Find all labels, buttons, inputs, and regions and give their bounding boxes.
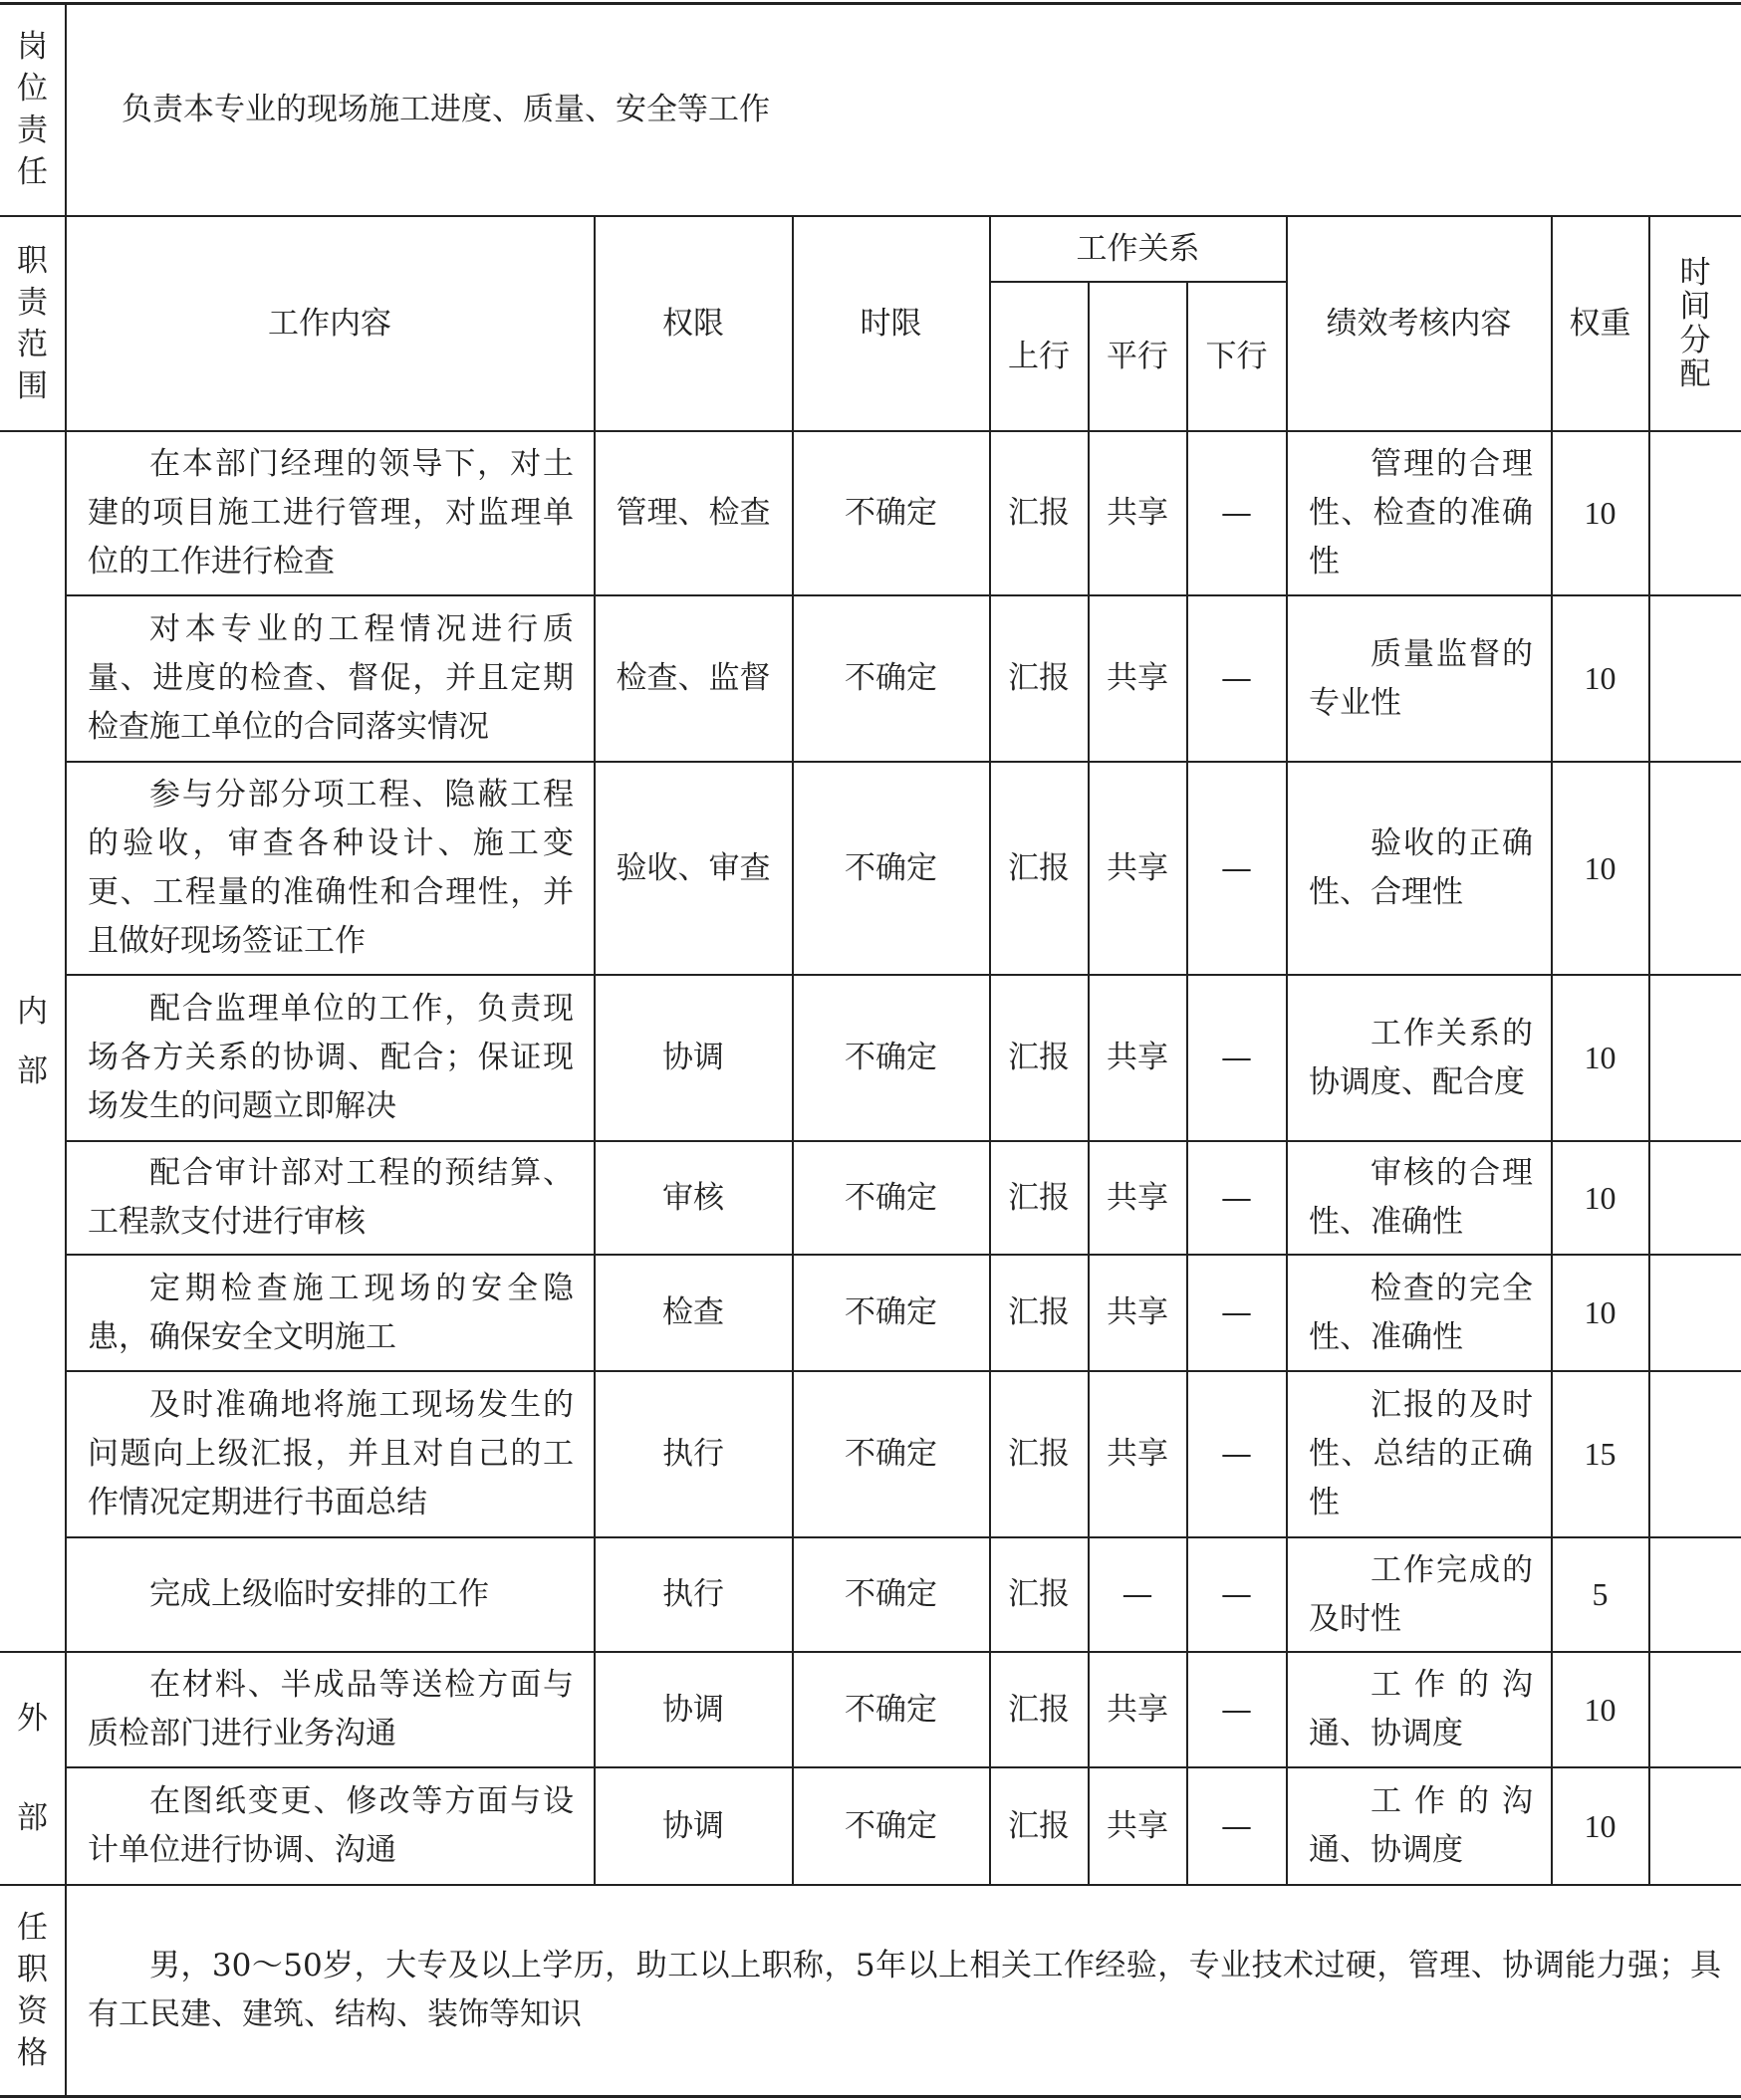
cell-authority: 协调: [662, 1691, 724, 1728]
cell-authority: 检查: [662, 1294, 724, 1330]
header-work-content: 工作内容: [268, 305, 391, 342]
cell-upward: 汇报: [1008, 1294, 1070, 1330]
cell-weight: 5: [1592, 1576, 1609, 1612]
cell-time-limit: 不确定: [845, 1436, 937, 1472]
cell-kpi: 工作关系的协调度、配合度: [1309, 1015, 1533, 1100]
cell-time-limit: 不确定: [845, 1576, 937, 1612]
cell-upward: 汇报: [1008, 1040, 1070, 1075]
cell-weight: 15: [1584, 1436, 1617, 1472]
cell-kpi: 质量监督的专业性: [1309, 635, 1533, 721]
header-kpi: 绩效考核内容: [1326, 305, 1512, 342]
cell-downward: —: [1221, 1576, 1252, 1612]
cell-parallel: 共享: [1107, 660, 1168, 696]
cell-parallel: 共享: [1107, 1179, 1168, 1216]
cell-parallel: —: [1121, 1576, 1153, 1612]
cell-upward: 汇报: [1008, 660, 1070, 696]
cell-work-content: 在材料、半成品等送检方面与质检部门进行业务沟通: [88, 1667, 574, 1751]
cell-downward: —: [1221, 1436, 1252, 1472]
cell-weight: 10: [1584, 660, 1617, 696]
header-authority: 权限: [662, 305, 724, 342]
cell-weight: 10: [1584, 1179, 1617, 1216]
cell-kpi: 汇报的及时性、总结的正确性: [1309, 1387, 1533, 1520]
cell-upward: 汇报: [1008, 1576, 1070, 1612]
cell-parallel: 共享: [1107, 1040, 1168, 1075]
cell-authority: 管理、检查: [616, 495, 771, 531]
cell-time-limit: 不确定: [845, 1807, 937, 1844]
cell-downward: —: [1221, 1294, 1252, 1330]
cell-authority: 协调: [662, 1807, 724, 1844]
cell-upward: 汇报: [1008, 1179, 1070, 1216]
cell-work-content: 定期检查施工现场的安全隐患，确保安全文明施工: [88, 1270, 574, 1355]
cell-authority: 协调: [662, 1040, 724, 1075]
cell-upward: 汇报: [1008, 1436, 1070, 1472]
cell-time-limit: 不确定: [845, 495, 937, 531]
cell-parallel: 共享: [1107, 1294, 1168, 1330]
header-weight: 权重: [1569, 305, 1631, 342]
duty-label: 岗 位 责 任: [17, 29, 48, 190]
header-upward: 上行: [1008, 338, 1070, 374]
cell-downward: —: [1221, 849, 1252, 886]
cell-kpi: 审核的合理性、准确性: [1309, 1155, 1533, 1240]
cell-time-limit: 不确定: [845, 1179, 937, 1216]
cell-authority: 检查、监督: [616, 660, 771, 696]
cell-work-content: 配合监理单位的工作，负责现场各方关系的协调、配合；保证现场发生的问题立即解决: [88, 991, 574, 1124]
cell-authority: 执行: [662, 1576, 724, 1612]
cell-parallel: 共享: [1107, 849, 1168, 886]
cell-kpi: 工作完成的及时性: [1309, 1551, 1533, 1637]
cell-kpi: 检查的完全性、准确性: [1309, 1270, 1533, 1355]
duty-text: 负责本专业的现场施工进度、质量、安全等工作: [122, 92, 770, 127]
header-parallel: 平行: [1107, 338, 1168, 374]
cell-weight: 10: [1584, 495, 1617, 531]
qualification-label: 任 职 资 格: [17, 1910, 48, 2071]
cell-time-limit: 不确定: [845, 660, 937, 696]
cell-upward: 汇报: [1008, 495, 1070, 531]
cell-time-limit: 不确定: [845, 1294, 937, 1330]
cell-time-limit: 不确定: [845, 1040, 937, 1075]
column-divider: [1648, 215, 1650, 1886]
cell-kpi: 工作的沟通、协调度: [1309, 1783, 1533, 1868]
cell-parallel: 共享: [1107, 1436, 1168, 1472]
cell-authority: 执行: [662, 1436, 724, 1472]
scope-label: 职 责 范 围: [17, 243, 48, 404]
cell-time-limit: 不确定: [845, 849, 937, 886]
cell-weight: 10: [1584, 1807, 1617, 1844]
cell-work-content: 配合审计部对工程的预结算、工程款支付进行审核: [88, 1155, 574, 1240]
cell-authority: 验收、审查: [616, 849, 771, 886]
cell-upward: 汇报: [1008, 1807, 1070, 1844]
cell-downward: —: [1221, 1691, 1252, 1728]
cell-weight: 10: [1584, 849, 1617, 886]
cell-downward: —: [1221, 660, 1252, 696]
cell-downward: —: [1221, 495, 1252, 531]
header-relations: 工作关系: [1076, 230, 1200, 267]
cell-downward: —: [1221, 1040, 1252, 1075]
cell-parallel: 共享: [1107, 495, 1168, 531]
cell-weight: 10: [1584, 1040, 1617, 1075]
header-time-limit: 时限: [860, 305, 922, 342]
cell-work-content: 参与分部分项工程、隐蔽工程的验收，审查各种设计、施工变更、工程量的准确性和合理性，并且做好现场签证工作: [88, 777, 574, 959]
cell-upward: 汇报: [1008, 1691, 1070, 1728]
cell-authority: 审核: [662, 1179, 724, 1216]
cell-work-content: 完成上级临时安排的工作: [149, 1576, 489, 1612]
cell-kpi: 工作的沟通、协调度: [1309, 1667, 1533, 1751]
cell-upward: 汇报: [1008, 849, 1070, 886]
cell-time-limit: 不确定: [845, 1691, 937, 1728]
table-border-bottom: [0, 2095, 1741, 2098]
header-downward: 下行: [1205, 338, 1268, 374]
header-time-allocation: 时 间 分 配: [1679, 255, 1711, 392]
cell-work-content: 在本部门经理的领导下，对土建的项目施工进行管理，对监理单位的工作进行检查: [88, 446, 574, 580]
cell-work-content: 及时准确地将施工现场发生的问题向上级汇报，并且对自己的工作情况定期进行书面总结: [88, 1387, 574, 1520]
cell-weight: 10: [1584, 1691, 1617, 1728]
cell-work-content: 对本专业的工程情况进行质量、进度的检查、督促，并且定期检查施工单位的合同落实情况: [88, 611, 574, 745]
cell-weight: 10: [1584, 1294, 1617, 1330]
qualification-text: 男，30～50岁，大专及以上学历，助工以上职称，5年以上相关工作经验，专业技术过硬，管理、协调能力强；具有工民建、建筑、结构、装饰等知识: [88, 1948, 1721, 2032]
cell-parallel: 共享: [1107, 1691, 1168, 1728]
cell-parallel: 共享: [1107, 1807, 1168, 1844]
internal-label: 内 部: [17, 994, 48, 1089]
cell-kpi: 管理的合理性、检查的准确性: [1309, 446, 1533, 580]
cell-downward: —: [1221, 1179, 1252, 1216]
external-label: 外 部: [17, 1701, 48, 1836]
cell-kpi: 验收的正确性、合理性: [1309, 825, 1533, 910]
cell-work-content: 在图纸变更、修改等方面与设计单位进行协调、沟通: [88, 1783, 574, 1868]
cell-downward: —: [1221, 1807, 1252, 1844]
